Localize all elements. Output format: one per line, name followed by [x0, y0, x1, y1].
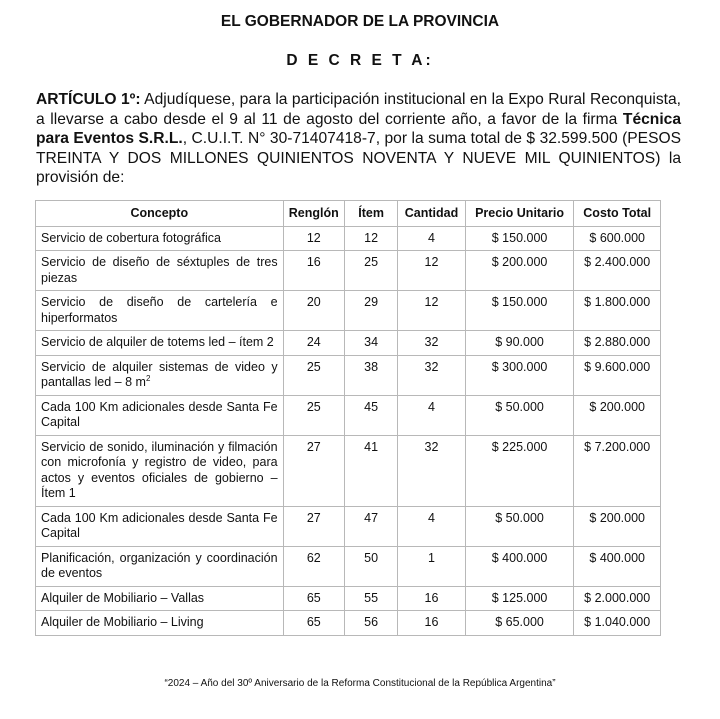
cell-cantidad-text: 32: [424, 359, 439, 374]
cell-item-text: 56: [364, 615, 379, 629]
cell-renglon: [283, 226, 344, 251]
cell-renglon: [283, 506, 344, 546]
cell-concepto-text: Servicio de alquiler de totems led – ítem 2: [41, 335, 274, 349]
cell-item: [344, 586, 397, 611]
cell-renglon: [283, 611, 344, 636]
cell-cantidad: [398, 355, 465, 395]
cell-concepto-text: Servicio de sonido, iluminación y filmación con microfonía y registro de video, para actos y eventos oficiales de gobierno – Ítem 1: [41, 439, 278, 500]
header-costo-total: Costo Total: [574, 201, 661, 227]
cell-concepto-text: Cada 100 Km adicionales desde Santa Fe Capital: [41, 399, 278, 429]
table-row: [36, 611, 661, 636]
cell-concepto: [36, 586, 284, 611]
document-title: EL GOBERNADOR DE LA PROVINCIA: [220, 13, 500, 30]
cell-concepto-text: Servicio de alquiler sistemas de video y pantallas led – 8 m: [41, 359, 278, 389]
table-row: [36, 586, 661, 611]
cell-cantidad: [398, 611, 465, 636]
table-row: [36, 395, 661, 435]
table-header-row: [36, 201, 661, 227]
cell-concepto: [36, 546, 284, 586]
cell-item-text: 38: [364, 359, 379, 374]
cell-costo-total-text: $ 200.000: [589, 510, 645, 525]
cell-concepto: [36, 395, 284, 435]
cell-concepto-text: Alquiler de Mobiliario – Vallas: [41, 590, 205, 605]
cell-cantidad-text: 1: [428, 550, 435, 565]
cell-item-text: 41: [364, 439, 379, 454]
cell-costo-total: [574, 251, 661, 291]
cell-costo-total-text: $ 200.000: [589, 399, 645, 414]
cell-precio-unitario-text: $ 50.000: [495, 510, 544, 525]
cell-item: [344, 506, 397, 546]
cell-cantidad: [398, 395, 465, 435]
article-label: ARTÍCULO 1º:: [36, 91, 141, 108]
cell-item: [344, 251, 397, 291]
cell-costo-total-text: $ 2.000.000: [584, 590, 651, 605]
cell-renglon: [283, 546, 344, 586]
header-precio-unitario: Precio Unitario: [465, 201, 574, 227]
cell-costo-total: [574, 226, 661, 251]
cell-item-text: 29: [364, 295, 379, 309]
cell-costo-total: [574, 395, 661, 435]
cell-precio-unitario: [465, 395, 574, 435]
cell-cantidad-text: 4: [428, 510, 435, 525]
cell-cantidad-text: 16: [424, 615, 439, 629]
cell-precio-unitario-text: $ 300.000: [491, 359, 548, 374]
cell-precio-unitario: [465, 226, 574, 251]
cell-cantidad: [398, 435, 465, 506]
cell-cantidad-text: 12: [424, 295, 439, 309]
cell-concepto-text: Cada 100 Km adicionales desde Santa Fe Capital: [41, 510, 278, 540]
decreta-heading: D E C R E T A:: [286, 52, 434, 69]
table-row: [36, 506, 661, 546]
table-row: [36, 251, 661, 291]
cell-costo-total: [574, 291, 661, 331]
cell-item: [344, 435, 397, 506]
cell-costo-total: [574, 506, 661, 546]
cell-precio-unitario-text: $ 90.000: [495, 335, 544, 349]
cell-concepto: [36, 291, 284, 331]
cell-costo-total-text: $ 2.400.000: [584, 255, 651, 269]
cell-precio-unitario-text: $ 400.000: [491, 550, 548, 565]
cell-costo-total: [574, 331, 661, 356]
article-text-a: Adjudíquese, para la participación institucional en la Expo Rural Reconquista, a llevarse a cabo desde el 9 al 11 de agosto del corriente año, a favor de la firma: [36, 91, 681, 128]
cell-item-text: 12: [364, 230, 379, 245]
cell-cantidad: [398, 331, 465, 356]
header-concepto: Concepto: [36, 201, 284, 227]
cell-costo-total: [574, 355, 661, 395]
cell-precio-unitario: [465, 586, 574, 611]
cell-precio-unitario: [465, 291, 574, 331]
table-row: [36, 331, 661, 356]
cell-cantidad: [398, 291, 465, 331]
cell-precio-unitario-text: $ 225.000: [491, 439, 548, 454]
cell-costo-total-text: $ 7.200.000: [584, 439, 651, 454]
cell-concepto: [36, 251, 284, 291]
cell-concepto-text: Alquiler de Mobiliario – Living: [41, 615, 204, 629]
cell-concepto: [36, 331, 284, 356]
provision-table: [35, 200, 661, 636]
cell-renglon-text: 27: [306, 439, 321, 454]
table-row: [36, 226, 661, 251]
cell-costo-total: [574, 435, 661, 506]
cell-renglon-text: 65: [306, 590, 321, 605]
cell-renglon-text: 27: [306, 510, 321, 525]
cell-renglon-text: 16: [306, 255, 321, 269]
cell-precio-unitario: [465, 355, 574, 395]
cell-item: [344, 331, 397, 356]
cell-item-text: 34: [364, 335, 379, 349]
cell-concepto-text: Planificación, organización y coordinación de eventos: [41, 550, 278, 580]
superscript-unit: 2: [145, 373, 151, 383]
cell-concepto-text: Servicio de diseño de séxtuples de tres piezas: [41, 255, 278, 285]
cell-item-text: 25: [364, 255, 379, 269]
cell-renglon-text: 20: [306, 295, 321, 309]
cell-concepto: [36, 226, 284, 251]
cell-cantidad-text: 16: [424, 590, 439, 605]
cell-renglon: [283, 395, 344, 435]
cell-costo-total-text: $ 9.600.000: [584, 359, 651, 374]
cell-renglon: [283, 586, 344, 611]
cell-renglon-text: 12: [306, 230, 321, 245]
cell-cantidad: [398, 251, 465, 291]
cell-cantidad: [398, 546, 465, 586]
cell-item: [344, 395, 397, 435]
cell-costo-total-text: $ 1.040.000: [584, 615, 651, 629]
cell-renglon: [283, 291, 344, 331]
cell-renglon: [283, 331, 344, 356]
header-cantidad: Cantidad: [398, 201, 465, 227]
cell-renglon: [283, 435, 344, 506]
cell-costo-total: [574, 546, 661, 586]
footer-motto: “2024 – Año del 30º Aniversario de la Reforma Constitucional de la República Argentina”: [164, 678, 556, 689]
cell-cantidad-text: 4: [428, 399, 435, 414]
cell-renglon-text: 65: [306, 615, 321, 629]
cell-item-text: 55: [364, 590, 379, 605]
table-row: [36, 291, 661, 331]
cell-precio-unitario: [465, 611, 574, 636]
cell-precio-unitario: [465, 331, 574, 356]
article-text-b: , C.U.I.T. N° 30-71407418-7, por la suma total de $ 32.599.500 (PESOS TREINTA Y DOS MILLONES QUINIENTOS NOVENTA Y NUEVE MIL QUINIENTOS) la provisión de:: [36, 130, 681, 186]
cell-costo-total-text: $ 2.880.000: [584, 335, 651, 349]
cell-cantidad-text: 4: [428, 230, 435, 245]
cell-precio-unitario-text: $ 65.000: [495, 615, 544, 629]
cell-cantidad: [398, 586, 465, 611]
cell-renglon-text: 25: [306, 399, 321, 414]
table-row: [36, 546, 661, 586]
cell-item-text: 50: [364, 550, 379, 565]
cell-renglon-text: 62: [306, 550, 321, 565]
cell-precio-unitario: [465, 506, 574, 546]
cell-renglon-text: 25: [306, 359, 321, 374]
cell-precio-unitario: [465, 251, 574, 291]
cell-concepto: [36, 611, 284, 636]
cell-precio-unitario-text: $ 150.000: [491, 230, 548, 245]
cell-cantidad-text: 32: [424, 335, 439, 349]
cell-cantidad: [398, 506, 465, 546]
cell-item-text: 45: [364, 399, 379, 414]
header-item: Ítem: [344, 201, 397, 227]
cell-costo-total-text: $ 400.000: [589, 550, 645, 565]
cell-cantidad-text: 32: [424, 439, 439, 454]
cell-costo-total-text: $ 600.000: [589, 230, 645, 245]
cell-precio-unitario-text: $ 150.000: [491, 295, 548, 309]
cell-concepto: [36, 506, 284, 546]
cell-precio-unitario-text: $ 200.000: [491, 255, 548, 269]
cell-precio-unitario: [465, 546, 574, 586]
cell-item: [344, 611, 397, 636]
cell-costo-total-text: $ 1.800.000: [584, 295, 651, 309]
header-renglon: Renglón: [283, 201, 344, 227]
cell-concepto: [36, 435, 284, 506]
cell-item: [344, 291, 397, 331]
cell-cantidad: [398, 226, 465, 251]
table-row: [36, 435, 661, 506]
cell-item-text: 47: [364, 510, 379, 525]
cell-precio-unitario: [465, 435, 574, 506]
firm-name: Técnica para Eventos S.R.L.: [36, 110, 681, 147]
cell-concepto-text: Servicio de cobertura fotográfica: [41, 230, 221, 245]
article-paragraph: [36, 90, 681, 188]
cell-concepto-text: Servicio de diseño de cartelería e hiperformatos: [41, 295, 278, 325]
cell-renglon: [283, 251, 344, 291]
cell-concepto: [36, 355, 284, 395]
table-row: [36, 355, 661, 395]
cell-precio-unitario-text: $ 50.000: [495, 399, 544, 414]
cell-costo-total: [574, 611, 661, 636]
cell-renglon-text: 24: [306, 335, 321, 349]
cell-costo-total: [574, 586, 661, 611]
cell-item: [344, 226, 397, 251]
cell-renglon: [283, 355, 344, 395]
cell-item: [344, 546, 397, 586]
cell-item: [344, 355, 397, 395]
cell-precio-unitario-text: $ 125.000: [491, 590, 548, 605]
cell-cantidad-text: 12: [424, 255, 439, 269]
